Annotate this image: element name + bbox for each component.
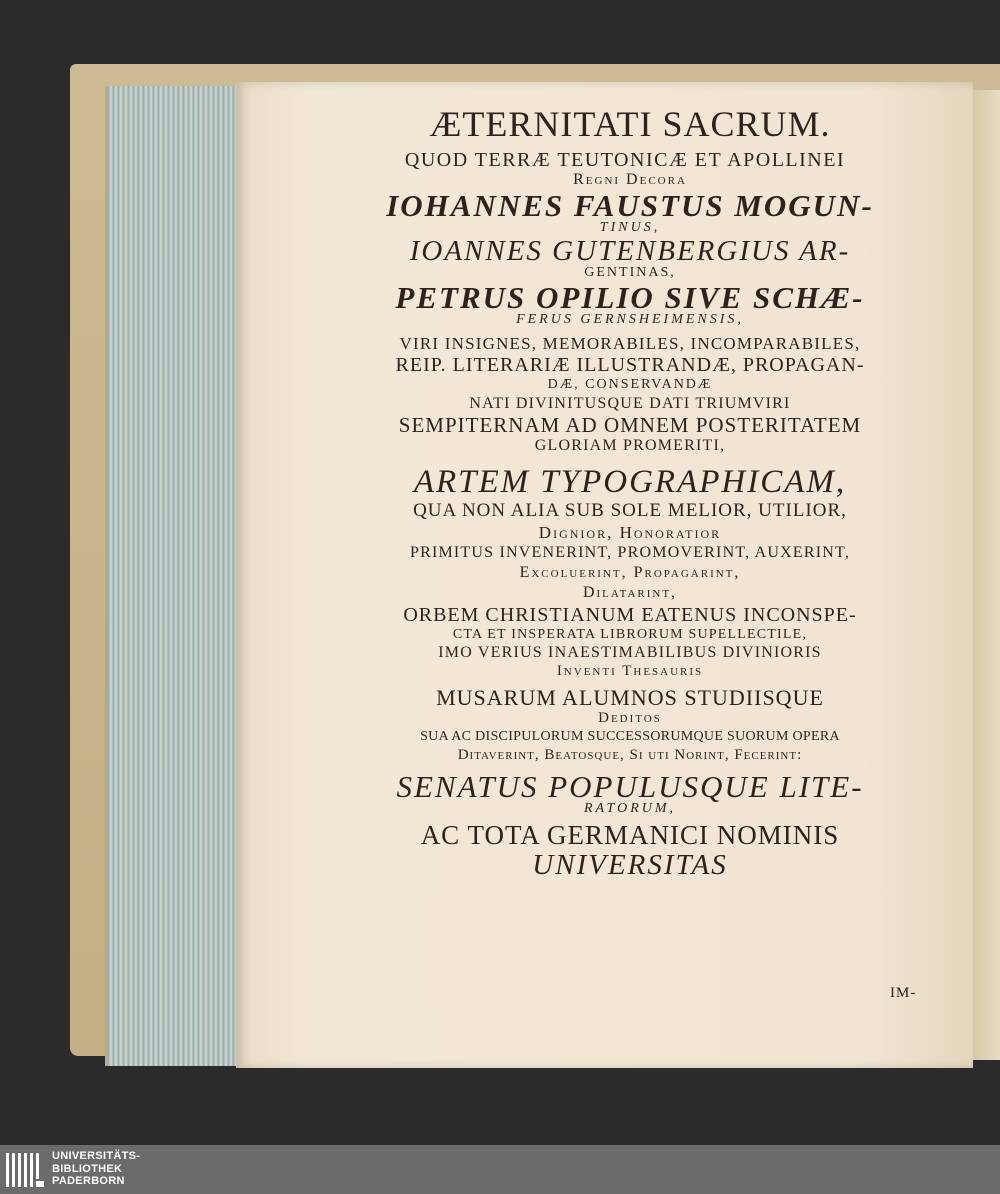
facing-page-edge: [973, 90, 1000, 1060]
footer-bar: [0, 1145, 1000, 1194]
text-line: ORBEM CHRISTIANUM EATENUS INCONSPE-: [403, 604, 857, 626]
text-line: GLORIAM PROMERITI,: [534, 437, 726, 454]
text-line: SENATUS POPULUSQUE LITE-: [396, 769, 864, 804]
text-line: PETRUS OPILIO SIVE SCHÆ-: [395, 280, 865, 315]
text-line: Dignior, Honoratior: [538, 523, 722, 542]
text-line: Deditos: [598, 710, 662, 726]
text-line: IMO VERIUS INAESTIMABILIBUS DIVINIORIS: [438, 644, 822, 661]
library-name-line: BIBLIOTHEK: [52, 1162, 123, 1175]
text-line: QUOD TERRÆ TEUTONICÆ ET APOLLINEI: [404, 149, 846, 171]
library-name: [52, 1150, 140, 1188]
text-line: IOANNES GUTENBERGIUS AR-: [409, 235, 851, 267]
text-line: REIP. LITERARIÆ ILLUSTRANDÆ, PROPAGAN-: [395, 354, 865, 376]
text-line: AC TOTA GERMANICI NOMINIS: [420, 820, 840, 850]
text-line: IOHANNES FAUSTUS MOGUN-: [386, 188, 874, 223]
text-line: Ditaverint, Beatosque, Si uti Norint, Fecerint:: [457, 747, 803, 763]
catchword: IM-: [890, 985, 917, 1001]
library-name-line: UNIVERSITÄTS-: [52, 1150, 141, 1162]
text-line: RATORUM,: [583, 801, 677, 816]
text-line: QUA NON ALIA SUB SOLE MELIOR, UTILIOR,: [413, 500, 847, 521]
text-line: NATI DIVINITUSQUE DATI TRIUMVIRI: [469, 395, 791, 412]
text-line: DÆ, CONSERVANDÆ: [547, 377, 713, 392]
text-line: FERUS GERNSHEIMENSIS,: [516, 312, 744, 327]
text-line: SEMPITERNAM AD OMNEM POSTERITATEM: [398, 413, 862, 437]
page-text: [335, 102, 925, 880]
heading-title: ÆTERNITATI SACRUM.: [429, 104, 831, 144]
text-line: SUA AC DISCIPULORUM SUCCESSORUMQUE SUORUM OPERA: [420, 729, 840, 744]
text-line: PRIMITUS INVENERINT, PROMOVERINT, AUXERINT,: [409, 544, 851, 561]
text-line: GENTINAS,: [584, 265, 676, 280]
text-line: MUSARUM ALUMNOS STUDIISQUE: [436, 685, 824, 710]
text-line: Dilatarint,: [582, 584, 678, 601]
text-line: Excoluerint, Propagarint,: [519, 564, 741, 581]
text-line: TINUS,: [599, 220, 661, 235]
text-line: Regni Decora: [573, 171, 687, 188]
library-name-line: PADERBORN: [52, 1175, 125, 1187]
text-line: UNIVERSITAS: [532, 849, 728, 881]
text-line: ARTEM TYPOGRAPHICAM,: [413, 464, 847, 500]
library-logo-icon: [6, 1153, 44, 1187]
text-line: Inventi Thesauris: [556, 663, 704, 679]
text-line: CTA ET INSPERATA LIBRORUM SUPELLECTILE,: [452, 627, 808, 642]
text-line: VIRI INSIGNES, MEMORABILES, INCOMPARABILES,: [399, 334, 861, 353]
page-edges: [105, 86, 243, 1066]
